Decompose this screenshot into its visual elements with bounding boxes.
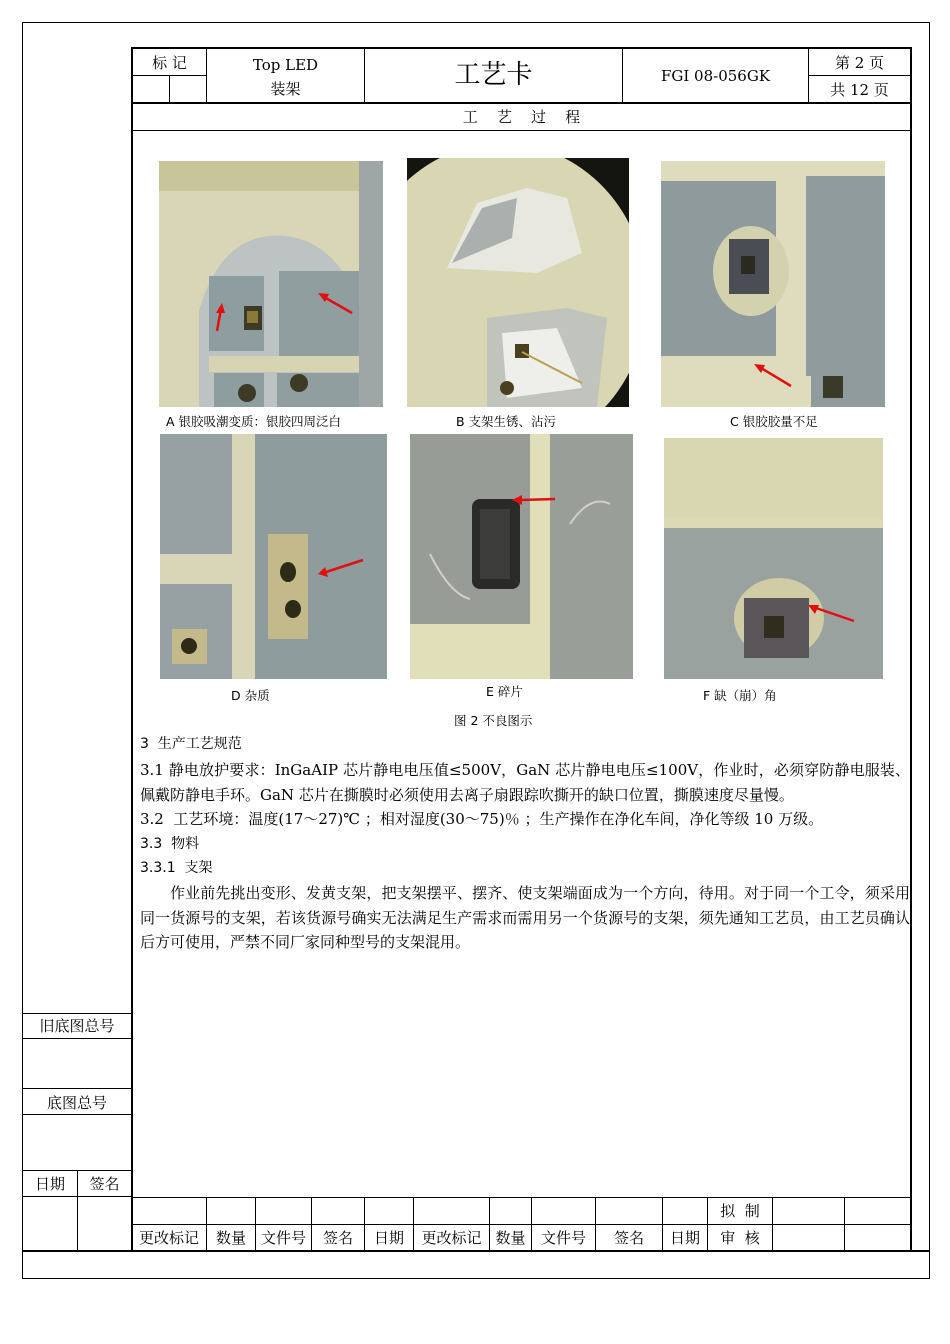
paragraph-3-3-1: 作业前先挑出变形、发黄支架，把支架摆平、摆齐、使支架端面成为一个方向，待用。对于同一个工令，须采用同一货源号的支架，若该货源号确实无法满足生产需求而需用另一个货源号的支架，须先通知工艺员，由工艺员确认后方可使用，严禁不同厂家同种型号的支架混用。 — [140, 884, 910, 951]
footer-sign-1: 签名 — [322, 1229, 353, 1247]
photo-a-silver-glue-moisture — [159, 161, 383, 407]
heading-3-3-1: 3.3.1 支架 — [140, 860, 213, 876]
footer-change-mark-2: 更改标记 — [421, 1229, 482, 1247]
footer-review-label: 审 核 — [720, 1229, 760, 1247]
process-name: 装架 — [270, 80, 301, 98]
footer-draft-label: 拟 制 — [720, 1202, 760, 1220]
date-label: 日期 — [34, 1175, 65, 1193]
page-title: 工艺卡 — [454, 60, 533, 90]
heading-3: 3 生产工艺规范 — [140, 736, 242, 752]
caption-b: B 支架生锈、沾污 — [456, 414, 557, 429]
footer-date-1: 日期 — [373, 1229, 404, 1247]
caption-c: C 银胶胶量不足 — [730, 414, 818, 429]
mark-label: 标 记 — [152, 54, 187, 72]
page-total: 共 12 页 — [830, 81, 889, 99]
footer-quantity-1: 数量 — [215, 1229, 246, 1247]
footer-date-2: 日期 — [669, 1229, 700, 1247]
sign-label: 签名 — [89, 1175, 120, 1193]
section-title: 工 艺 过 程 — [462, 108, 581, 126]
caption-e: E 碎片 — [486, 684, 523, 699]
footer-change-mark-1: 更改标记 — [138, 1229, 199, 1247]
photo-f-chipped-corner — [664, 438, 883, 679]
caption-a: A 银胶吸潮变质：银胶四周泛白 — [166, 414, 342, 429]
figure-title: 图 2 不良图示 — [454, 713, 533, 728]
footer-file-no-2: 文件号 — [540, 1229, 586, 1247]
old-drawing-number-label: 旧底图总号 — [39, 1017, 115, 1035]
caption-d: D 杂质 — [231, 688, 270, 703]
drawing-number-label: 底图总号 — [46, 1094, 107, 1112]
document-number: FGI 08-056GK — [660, 67, 771, 85]
footer-sign-2: 签名 — [613, 1229, 644, 1247]
footer-quantity-2: 数量 — [495, 1229, 526, 1247]
photo-b-rusted-frame — [407, 158, 629, 407]
photo-c-insufficient-glue — [661, 161, 885, 407]
heading-3-3: 3.3 物料 — [140, 836, 200, 852]
paragraph-3-2: 3.2 工艺环境：温度(17～27)℃ ；相对湿度(30～75)％ ；生产操作在净化车间，净化等级 10 万级。 — [140, 810, 824, 828]
photo-d-impurity — [160, 434, 387, 679]
footer-file-no-1: 文件号 — [260, 1229, 306, 1247]
photo-e-fragment — [410, 434, 633, 679]
paragraph-3-1: 3.1 静电放护要求：InGaAIP 芯片静电电压值≤500V，GaN 芯片静电电压≤100V，作业时，必须穿防静电服装、佩戴防静电手环。GaN 芯片在撕膜时必须使用去离子扇跟踪吹撕开的缺口位置，撕膜速度尽量慢。 — [140, 761, 910, 804]
page-current: 第 2 页 — [834, 54, 885, 72]
caption-f: F 缺（崩）角 — [703, 688, 777, 703]
product-name: Top LED — [252, 56, 319, 74]
